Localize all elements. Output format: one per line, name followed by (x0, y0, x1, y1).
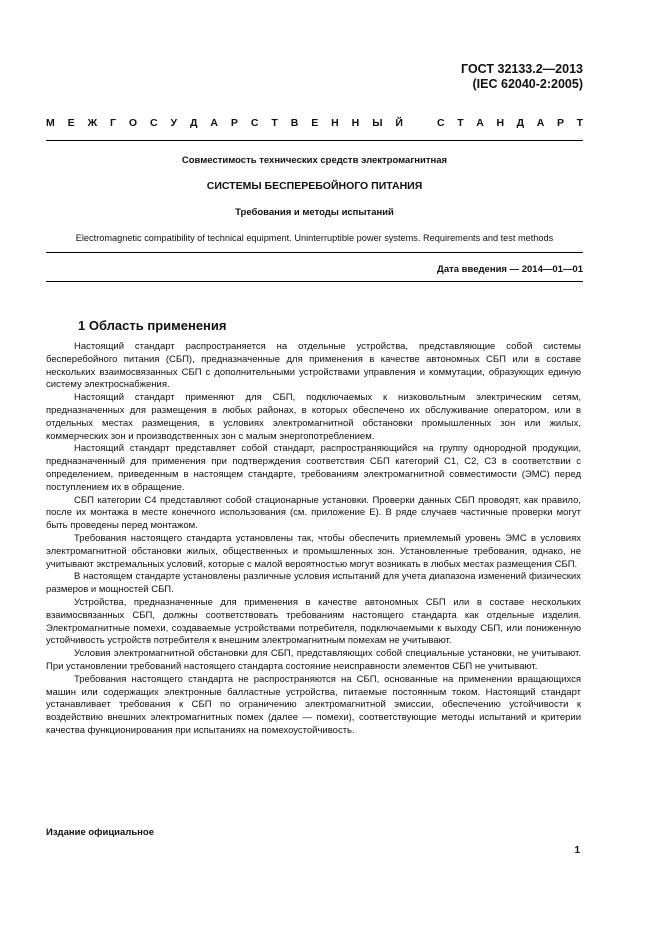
page-number: 1 (574, 845, 580, 856)
document-subtitle-requirements: Требования и методы испытаний (235, 207, 394, 218)
banner-letter: С (250, 117, 259, 129)
body-paragraph: СБП категории С4 представляют собой стационарные установки. Проверки данных СБП проводят, как правило, после их монтажа в месте конечного использования (см. приложение Е). В ряде случаев частичные проверки могут быть проведены перед монтажом. (46, 494, 581, 532)
body-paragraph: Требования настоящего стандарта установлены так, чтобы обеспечить приемлемый уровень ЭМС в условиях электромагнитной обстановки жилых, общественных и промышленных зон. Установленные требования, однако, не учитывают экстремальных условий, которые с малой вероятностью могут возникать в любых местах размещения СБП. (46, 532, 581, 570)
banner-letter: А (210, 117, 218, 129)
banner-letter: С (150, 117, 158, 129)
body-paragraph: Требования настоящего стандарта не распространяются на СБП, основанные на применении вращающихся машин или содержащих электронные балластные устройства, питаемые постоянным током. Настоящий стандарт устанавливает требования к СБП по ограничению электромагнитной эмиссии, обеспечению устойчивости к воздействию внешних электромагнитных помех (далее — помехи), соответствующие методы испытаний и критерии качества функционирования при испытаниях на помехоустойчивость. (46, 673, 581, 736)
english-title: Electromagnetic compatibility of technical equipment. Uninterruptible power systems. Requirements and test methods (75, 233, 554, 243)
banner-letter: Д (189, 117, 198, 129)
top-divider (46, 140, 583, 141)
date-divider (46, 281, 583, 282)
banner-letter: Н (331, 117, 339, 129)
banner-letter: Н (496, 117, 505, 129)
banner-letter: У (170, 117, 178, 129)
body-paragraph: Условия электромагнитной обстановки для СБП, представляющих собой специальные установки, не учитывают. При установлении требований настоящего стандарта состояние неисправности элементов СБП не учитывают. (46, 648, 581, 672)
introduction-date: Дата введения — 2014—01—01 (437, 264, 583, 275)
body-paragraph: Настоящий стандарт распространяется на отдельные устройства, представляющие собой системы бесперебойного питания (СБП), предназначенные для применения в качестве автономных СБП или в составе нескольких взаимосвязанных СБП с дополнительными устройствами управления и коммутации, образующих единую систему электроснабжения. (46, 341, 581, 391)
banner-letter: Т (271, 117, 278, 129)
banner-letter: Р (556, 117, 564, 129)
banner-letter: Е (311, 117, 319, 129)
banner-letter: Т (576, 117, 583, 129)
section-heading: 1 Область применения (78, 318, 227, 333)
banner-letter: Д (516, 117, 525, 129)
banner-letter: С (437, 117, 445, 129)
banner-letter: Й (395, 117, 403, 129)
banner-letter: Т (457, 117, 464, 129)
official-edition-label: Издание официальное (46, 827, 154, 838)
title-divider (46, 252, 583, 253)
banner-letter: А (476, 117, 484, 129)
document-subtitle: Совместимость технических средств электромагнитная (181, 155, 448, 166)
banner-letter: О (128, 117, 138, 129)
body-paragraph: В настоящем стандарте установлены различные условия испытаний для учета диапазона изменений физических размеров и мощностей СБП. (46, 571, 581, 596)
banner-letter: Г (110, 117, 116, 129)
body-paragraph: Настоящий стандарт представляет собой стандарт, распространяющийся на группу однородной продукции, предназначенный для применения при подтверждения соответствия СБП категорий С1, С2, С3 в соответствии с определением, приведенным в настоящем стандарте, требованиям электромагнитной совместимости (ЭМС) перед поступлением их в обращение. (46, 443, 581, 493)
iec-number: (IEC 62040-2:2005) (472, 77, 583, 91)
section-body (46, 341, 581, 738)
banner-letter: В (290, 117, 299, 129)
banner-letter: Ж (87, 117, 98, 129)
banner-letter: А (536, 117, 545, 129)
body-paragraph: Устройства, предназначенные для применения в качестве автономных СБП или в составе нескольких взаимосвязанных СБП, должны соответствовать требованиям настоящего стандарта как отдельные изделия. Электромагнитные помехи, создаваемые устройствами потребителя, подключаемыми к выходу СБП, или пониженную устойчивость устройств потребителя к внешним электромагнитным помехам не учитывают. (46, 596, 581, 647)
body-paragraph: Настоящий стандарт применяют для СБП, подключаемых к низковольтным электрическим сетям, предназначенных для размещения в любых районах, в которых обеспечено их обслуживание оператором, или в отдельных местах размещения, в условиях электромагнитной обстановки промышленных зон или жилых, коммерческих зон и производственных зон с малым энергопотреблением. (46, 392, 581, 442)
document-title: СИСТЕМЫ БЕСПЕРЕБОЙНОГО ПИТАНИЯ (206, 180, 423, 192)
banner-word-interstate (46, 117, 403, 129)
standard-number: ГОСТ 32133.2—2013 (461, 62, 583, 76)
banner-letter: Р (230, 117, 238, 129)
banner-letter: М (46, 117, 55, 129)
banner-letter: Е (67, 117, 75, 129)
banner-letter: Н (351, 117, 360, 129)
banner-word-standard (437, 117, 583, 129)
interstate-standard-banner (46, 117, 583, 129)
banner-letter: Ы (372, 117, 383, 129)
standard-designation (461, 62, 583, 92)
